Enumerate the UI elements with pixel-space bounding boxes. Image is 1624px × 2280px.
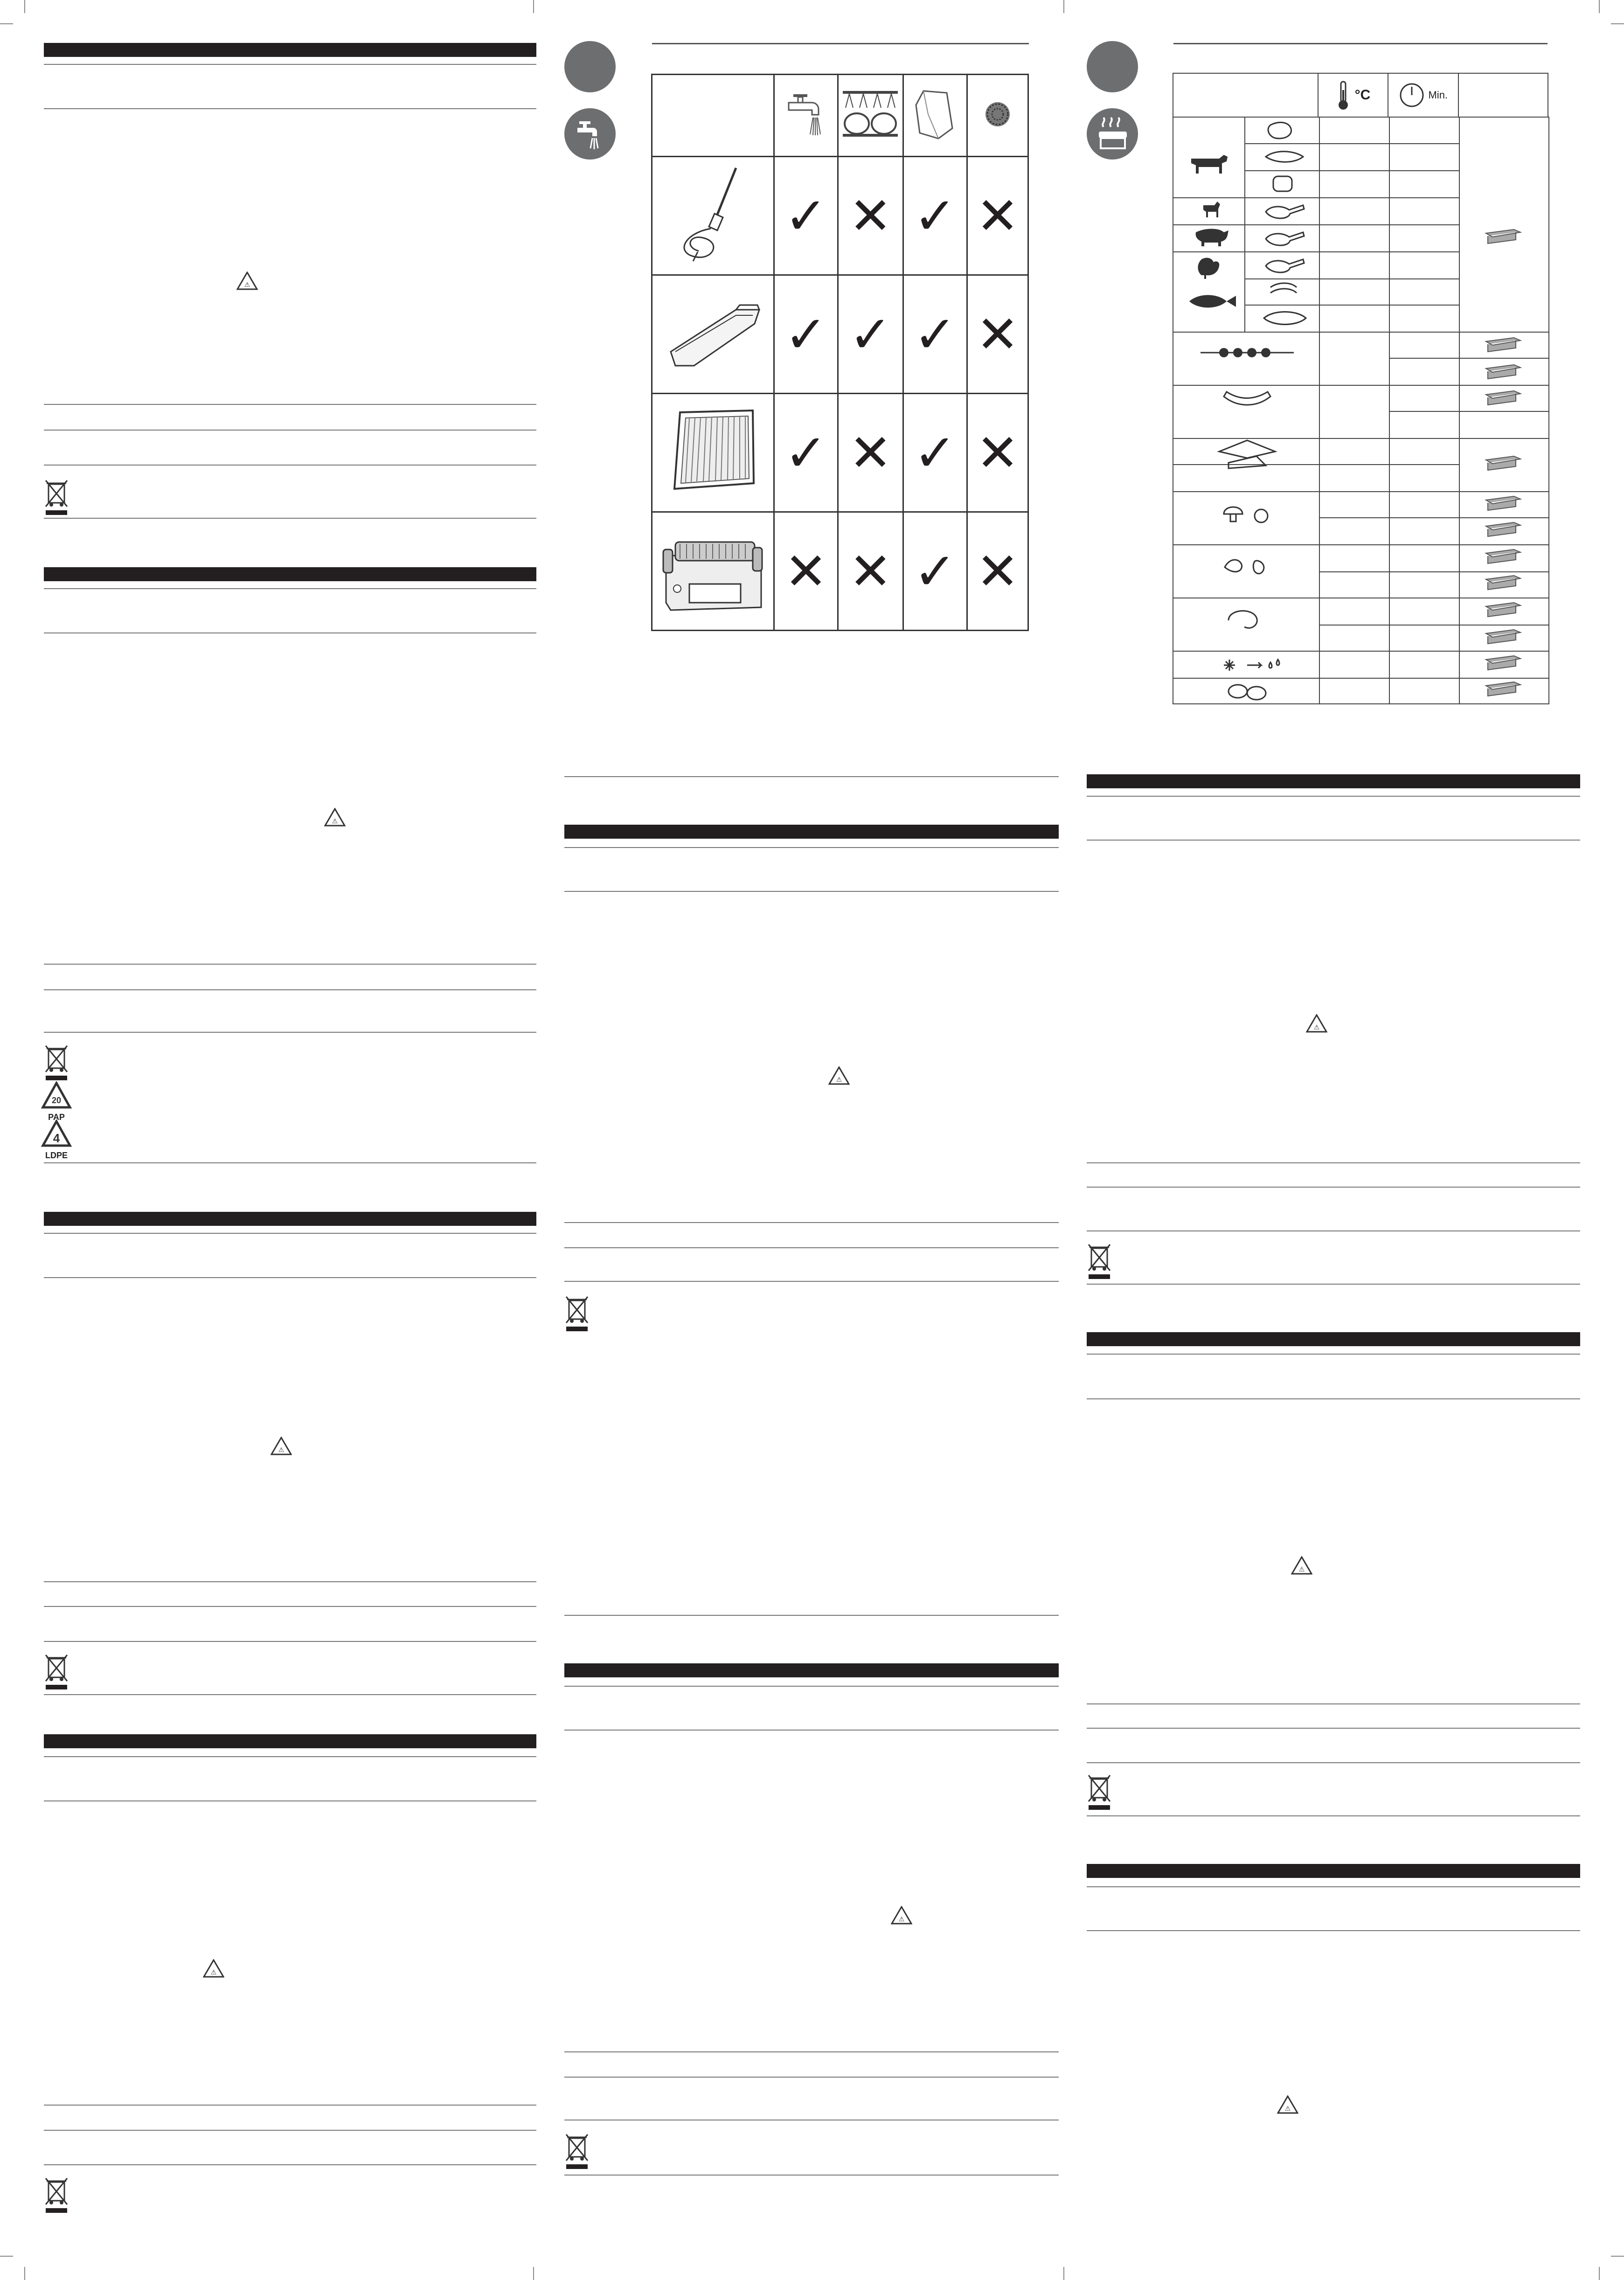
divider: [564, 1615, 1059, 1616]
svg-text:⚠: ⚠: [1284, 2105, 1291, 2113]
warning-icon: [828, 1066, 850, 1085]
mark-cell: ✕: [967, 394, 1028, 512]
section-header-bar: [1087, 1864, 1580, 1878]
grill-closed-icon: [1486, 391, 1520, 405]
divider: [44, 1606, 536, 1607]
crop-mark: [1063, 0, 1064, 13]
warning-icon: [891, 1906, 912, 1925]
divider: [564, 1222, 1059, 1223]
divider: [564, 1686, 1059, 1687]
warning-icon: [271, 1437, 292, 1455]
grill-closed-icon: [1486, 682, 1520, 696]
warning-icon: [1291, 1556, 1312, 1575]
burger-patty-icon: [1273, 176, 1292, 191]
temperature-probe-icon: [666, 163, 759, 266]
svg-text:⚠: ⚠: [210, 1969, 217, 1976]
warning-icon: [1277, 2095, 1298, 2114]
section-header-bar: [44, 567, 536, 581]
recycling-arrows-icon: [41, 1081, 72, 1110]
divider: [44, 1581, 536, 1582]
divider: [564, 776, 1059, 777]
crop-mark: [533, 2267, 534, 2280]
svg-text:⚠: ⚠: [1298, 1566, 1305, 1573]
onion-icon: [1255, 509, 1268, 522]
mark-cell: ✓: [903, 394, 967, 512]
divider: [564, 1730, 1059, 1731]
table-corner-cell: [652, 75, 774, 157]
divider: [44, 430, 536, 431]
language-badge-circle: [1087, 41, 1138, 92]
weee-bin-icon: [44, 2176, 69, 2214]
weee-bin-icon: [564, 1294, 590, 1332]
fish-fillet-icon: [1270, 283, 1297, 293]
drip-tray-icon: [661, 291, 764, 375]
divider: [1087, 1930, 1580, 1931]
divider: [1087, 1762, 1580, 1763]
header-scouring-cell: [967, 75, 1028, 157]
recycling-code: 4: [53, 1131, 60, 1145]
header-rule: [1173, 43, 1548, 44]
divider: [1087, 1398, 1580, 1399]
thaw-drops-icon: [1269, 660, 1279, 668]
temp-unit: °C: [1354, 87, 1371, 103]
grill-closed-icon: [1486, 338, 1520, 352]
divider: [1087, 840, 1580, 841]
whole-fish-icon: [1264, 312, 1306, 325]
weee-bin-icon: [44, 478, 69, 516]
divider: [44, 2130, 536, 2131]
mark-cell: ✕: [774, 512, 838, 631]
divider: [44, 1756, 536, 1757]
divider: [44, 1641, 536, 1642]
section-header-bar: [44, 1212, 536, 1226]
frozen-icon: [1224, 660, 1261, 671]
divider: [44, 2105, 536, 2106]
mark-cell: ✓: [903, 275, 967, 394]
divider: [1087, 796, 1580, 797]
header-time-cell: [1388, 73, 1458, 117]
warning-icon: [1306, 1014, 1327, 1033]
crop-mark: [0, 23, 13, 24]
divider: [1087, 1815, 1580, 1816]
section-header-bar: [564, 1663, 1059, 1677]
header-rule: [652, 43, 1029, 44]
grill-closed-icon: [1486, 549, 1520, 563]
grill-closed-icon: [1486, 229, 1520, 243]
divider: [1087, 1886, 1580, 1887]
section-header-bar: [1087, 1332, 1580, 1346]
lamb-leg-icon: [1266, 205, 1304, 218]
fillet-icon: [1266, 152, 1303, 162]
header-cloth-cell: [903, 75, 967, 157]
mark-cell: ✓: [774, 157, 838, 275]
faucet-icon: [564, 108, 616, 160]
mark-cell: ✓: [774, 275, 838, 394]
weee-bin-icon: [564, 2132, 590, 2170]
cooking-table-body: [1173, 117, 1549, 705]
divider: [44, 1694, 536, 1695]
item-cell: [652, 275, 774, 394]
divider: [564, 1281, 1059, 1282]
divider: [44, 64, 536, 65]
recycling-label: LDPE: [45, 1151, 68, 1160]
item-cell: [652, 157, 774, 275]
crop-mark: [1611, 2256, 1624, 2257]
section-header-bar: [44, 43, 536, 57]
mark-cell: ✓: [838, 275, 903, 394]
crop-mark: [1063, 2267, 1064, 2280]
grill-closed-icon: [1486, 603, 1520, 617]
pepper-icon: [1253, 561, 1264, 574]
warning-icon: [203, 1959, 224, 1978]
chicken-icon: [1198, 258, 1219, 279]
fish-icon: [1189, 295, 1236, 308]
divider: [44, 964, 536, 965]
divider: [1087, 1230, 1580, 1231]
recycling-arrows-icon: [41, 1119, 72, 1148]
dishwasher-icon: [840, 86, 901, 142]
divider: [44, 1277, 536, 1278]
divider: [44, 588, 536, 589]
table-row: [652, 512, 1028, 631]
divider: [44, 108, 536, 109]
item-cell: [652, 394, 774, 512]
cloth-icon: [909, 86, 961, 142]
grill-closed-icon: [1486, 522, 1520, 536]
crop-mark: [533, 0, 534, 13]
header-dishwasher-cell: [838, 75, 903, 157]
crop-mark: [1599, 0, 1600, 13]
divider: [44, 465, 536, 466]
crop-mark: [1599, 2267, 1600, 2280]
grill-appliance-icon: [657, 523, 769, 617]
divider: [1087, 1162, 1580, 1163]
patty-icon: [1228, 685, 1247, 698]
mark-cell: ✕: [838, 394, 903, 512]
divider: [44, 404, 536, 405]
header-temp-cell: [1318, 73, 1388, 117]
divider: [564, 2077, 1059, 2078]
divider: [44, 2164, 536, 2165]
divider: [1087, 1703, 1580, 1704]
shrimp-icon: [1228, 611, 1257, 628]
divider: [44, 1800, 536, 1801]
warning-icon: [324, 808, 346, 827]
weee-bin-icon: [44, 1043, 69, 1081]
divider: [44, 1233, 536, 1234]
mark-cell: ✕: [838, 512, 903, 631]
recycling-code: 20: [51, 1096, 62, 1105]
warning-icon: [236, 271, 258, 290]
weee-bin-icon: [44, 1652, 69, 1690]
recycling-symbol-pap: [41, 1081, 72, 1123]
divider: [564, 2175, 1059, 2176]
item-cell: [652, 512, 774, 631]
eggplant-icon: [1225, 560, 1242, 572]
svg-text:⚠: ⚠: [898, 1916, 905, 1923]
grill-plate-icon: [666, 405, 759, 498]
header-plate-cell: [1458, 73, 1548, 117]
divider: [1087, 1187, 1580, 1188]
divider: [564, 891, 1059, 892]
svg-text:⚠: ⚠: [332, 818, 338, 825]
crop-mark: [0, 2256, 13, 2257]
steak-icon: [1268, 122, 1291, 138]
grill-steam-icon: [1087, 108, 1138, 160]
divider: [1087, 1284, 1580, 1285]
time-unit: Min.: [1428, 89, 1448, 101]
crop-mark: [24, 2267, 25, 2280]
header-faucet-cell: [774, 75, 838, 157]
section-header-bar: [564, 825, 1059, 839]
divider: [564, 1247, 1059, 1248]
grill-closed-icon: [1486, 576, 1520, 590]
cleaning-table: [651, 74, 1029, 631]
mushroom-icon: [1224, 507, 1242, 521]
cooking-table-header: [1173, 73, 1548, 118]
header-food-cell: [1173, 73, 1318, 117]
table-row: [652, 157, 1028, 275]
table-row: [652, 394, 1028, 512]
section-header-bar: [44, 1734, 536, 1748]
divider: [564, 2051, 1059, 2052]
weee-bin-icon: [1087, 1773, 1112, 1811]
pork-leg-icon: [1266, 232, 1304, 245]
divider: [44, 1162, 536, 1163]
cleaning-badge-circle: [564, 108, 616, 160]
clock-icon: [1399, 82, 1425, 108]
mark-cell: ✓: [903, 157, 967, 275]
mark-cell: ✕: [967, 275, 1028, 394]
grill-closed-icon: [1486, 365, 1520, 379]
grill-position-icons: [1486, 229, 1520, 696]
section-header-bar: [1087, 774, 1580, 788]
lamb-icon: [1203, 202, 1220, 217]
divider: [564, 847, 1059, 848]
svg-text:⚠: ⚠: [1313, 1024, 1320, 1031]
mark-cell: ✓: [774, 394, 838, 512]
recycling-symbol-ldpe: [41, 1119, 72, 1161]
mark-cell: ✕: [967, 512, 1028, 631]
pork-icon: [1196, 229, 1228, 247]
divider: [44, 989, 536, 990]
scouring-pad-icon: [979, 96, 1016, 133]
sausage-icon: [1224, 392, 1270, 405]
grill-closed-icon: [1486, 496, 1520, 510]
mark-cell: ✕: [838, 157, 903, 275]
beef-icon: [1191, 155, 1228, 174]
svg-text:⚠: ⚠: [244, 281, 250, 289]
grill-closed-icon: [1486, 456, 1520, 470]
divider: [44, 1032, 536, 1033]
grill-closed-icon: [1486, 630, 1520, 644]
weee-bin-icon: [1087, 1242, 1112, 1280]
divider: [1087, 1728, 1580, 1729]
mark-cell: ✓: [903, 512, 967, 631]
crop-mark: [1611, 23, 1624, 24]
divider: [44, 518, 536, 519]
faucet-icon: [780, 89, 832, 140]
language-badge-circle: [564, 41, 616, 92]
svg-text:⚠: ⚠: [836, 1076, 842, 1084]
patty-icon: [1247, 687, 1266, 700]
svg-text:⚠: ⚠: [278, 1446, 285, 1454]
grill-closed-icon: [1486, 656, 1520, 670]
mark-cell: ✕: [967, 157, 1028, 275]
crop-mark: [24, 0, 25, 13]
divider: [1087, 1354, 1580, 1355]
cooking-badge-circle: [1087, 108, 1138, 160]
thermometer-icon: [1335, 79, 1351, 111]
table-row: [652, 275, 1028, 394]
recycling-label: PAP: [48, 1112, 65, 1122]
drumstick-icon: [1266, 259, 1304, 272]
